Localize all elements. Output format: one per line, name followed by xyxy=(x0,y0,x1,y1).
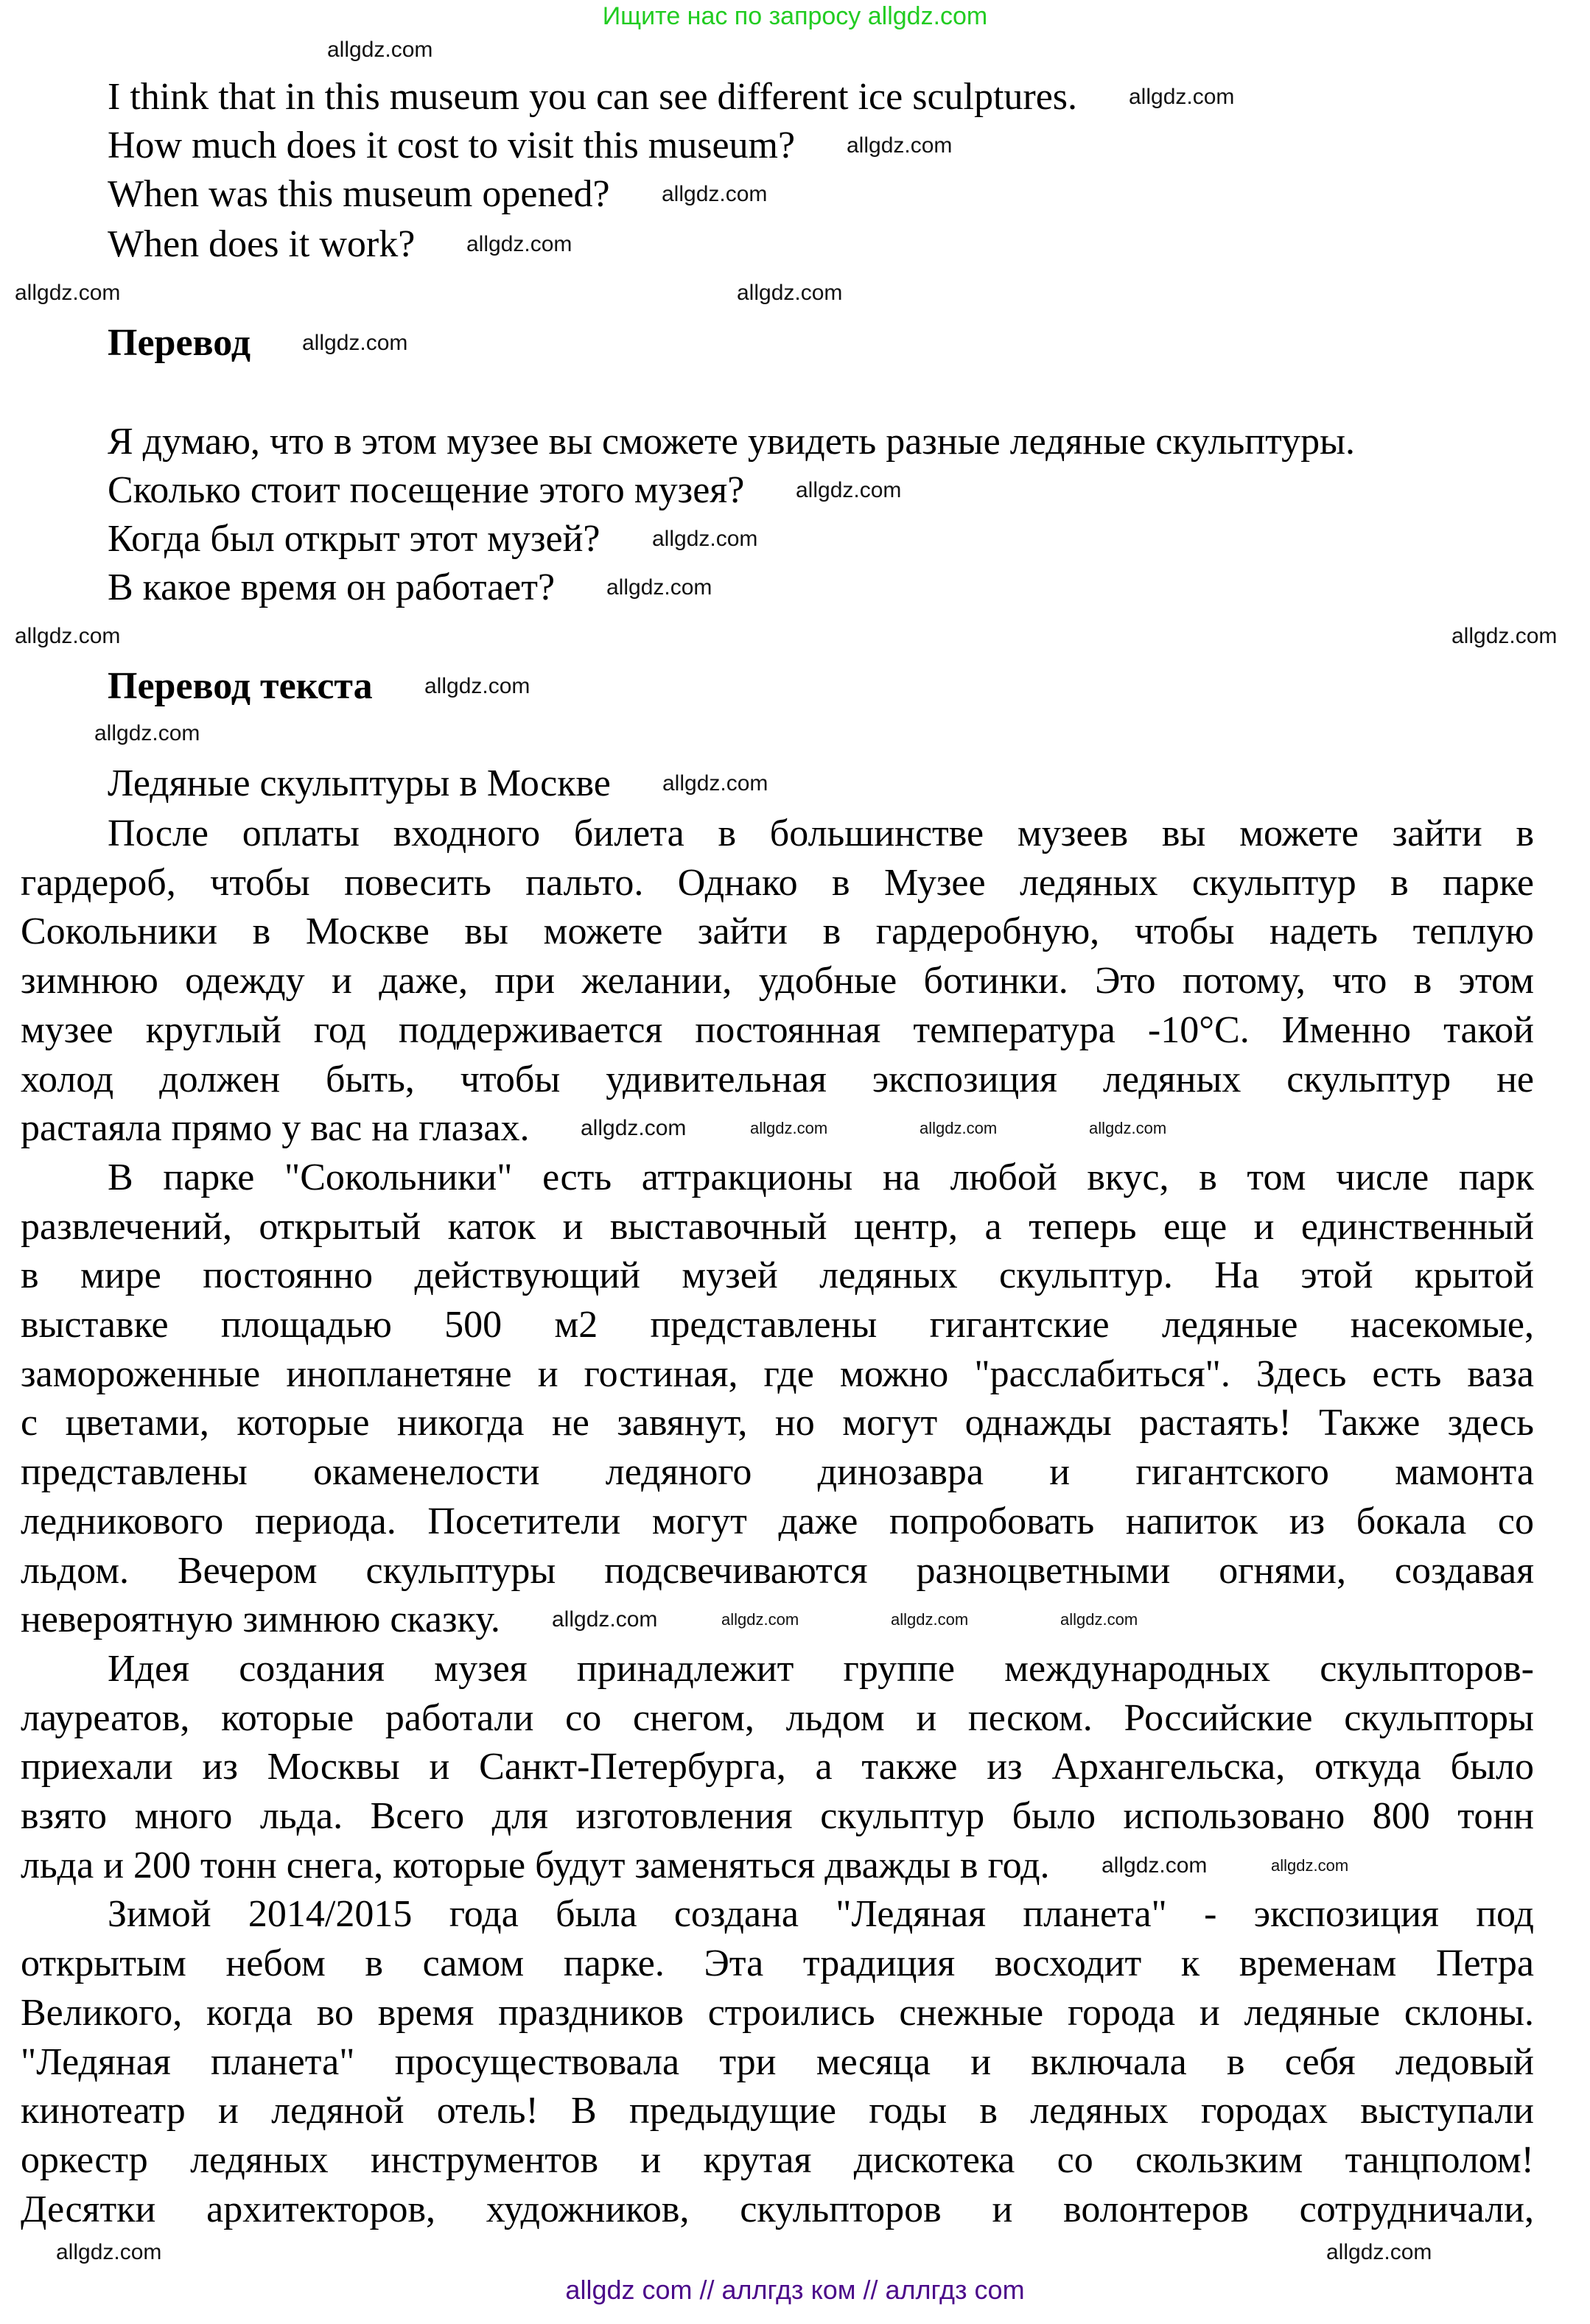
translation-line: Сколько стоит посещение этого музея? xyxy=(108,469,745,511)
paragraph-line: В парке "Сокольники" есть аттракционы на любой вкус, в том числе парк xyxy=(108,1156,1534,1198)
paragraph-line: музее круглый год поддерживается постоянная температура -10°C. Именно такой xyxy=(21,1009,1534,1051)
watermark-text: allgdz.com xyxy=(327,38,433,62)
watermark-text: allgdz.com xyxy=(1326,2240,1432,2264)
watermark-text: allgdz.com xyxy=(847,133,953,158)
watermark-text: allgdz.com xyxy=(891,1610,969,1629)
watermark-text: allgdz.com xyxy=(1129,85,1235,109)
paragraph-line: Сокольники в Москве вы можете зайти в гардеробную, чтобы надеть теплую xyxy=(21,910,1534,952)
paragraph-line: в мире постоянно действующий музей ледяных скульптур. На этой крытой xyxy=(21,1254,1534,1296)
paragraph-line: льдом. Вечером скульптуры подсвечиваются разноцветными огнями, создавая xyxy=(21,1550,1534,1592)
paragraph-line: с цветами, которые никогда не завянут, но могут однажды растаять! Также здесь xyxy=(21,1402,1534,1444)
paragraph-line: открытым небом в самом парке. Эта традиция восходит к временам Петра xyxy=(21,1942,1534,1984)
watermark-text: allgdz.com xyxy=(581,1116,687,1140)
watermark-text: allgdz.com xyxy=(1271,1856,1349,1875)
paragraph-line: выставке площадью 500 м2 представлены гигантские ледяные насекомые, xyxy=(21,1304,1534,1346)
paragraph-line: холод должен быть, чтобы удивительная экспозиция ледяных скульптур не xyxy=(21,1059,1534,1100)
watermark-text: allgdz.com xyxy=(1089,1119,1167,1137)
question-line: I think that in this museum you can see different ice sculptures. xyxy=(108,76,1078,118)
watermark-text: allgdz.com xyxy=(552,1607,658,1632)
watermark-text: allgdz.com xyxy=(302,331,408,355)
question-line: When does it work? xyxy=(108,223,416,265)
paragraph-line: представлены окаменелости ледяного динозавра и гигантского мамонта xyxy=(21,1451,1534,1493)
translation-line: Когда был открыт этот музей? xyxy=(108,518,600,560)
watermark-text: allgdz.com xyxy=(652,527,758,551)
watermark-text: allgdz.com xyxy=(424,674,530,698)
paragraph-line: кинотеатр и ледяной отель! В предыдущие годы в ледяных городах выступали xyxy=(21,2090,1534,2132)
paragraph-line: развлечений, открытый каток и выставочный центр, а теперь еще и единственный xyxy=(21,1206,1534,1248)
paragraph-line: гардероб, чтобы повесить пальто. Однако в Музее ледяных скульптур в парке xyxy=(21,862,1534,904)
translation-heading: Перевод xyxy=(108,322,251,364)
watermark-text: allgdz.com xyxy=(662,182,768,206)
paragraph-line: приехали из Москвы и Санкт-Петербурга, а также из Архангельска, откуда было xyxy=(21,1746,1534,1788)
paragraph-line: "Ледяная планета" просуществовала три месяца и включала в себя ледовый xyxy=(21,2041,1534,2083)
watermark-text: allgdz.com xyxy=(796,478,902,502)
paragraph-line: После оплаты входного билета в большинстве музеев вы можете зайти в xyxy=(108,812,1534,854)
watermark-text: allgdz.com xyxy=(1102,1853,1208,1878)
watermark-text: allgdz.com xyxy=(750,1119,828,1137)
paragraph-line: льда и 200 тонн снега, которые будут заменяться дважды в год. xyxy=(21,1844,1050,1886)
question-line: How much does it cost to visit this museum? xyxy=(108,124,796,166)
watermark-text: allgdz.com xyxy=(606,575,712,600)
paragraph-line: Великого, когда во время праздников строились снежные города и ледяные склоны. xyxy=(21,1992,1534,2034)
paragraph-line: ледникового периода. Посетители могут даже попробовать напиток из бокала со xyxy=(21,1500,1534,1542)
paragraph-line: невероятную зимнюю сказку. xyxy=(21,1598,500,1640)
watermark-text: allgdz.com xyxy=(1451,624,1558,648)
watermark-text: allgdz.com xyxy=(737,281,843,305)
watermark-text: allgdz.com xyxy=(920,1119,998,1137)
paragraph-line: Зимой 2014/2015 года была создана "Ледяная планета" - экспозиция под xyxy=(108,1893,1534,1935)
watermark-text: allgdz.com xyxy=(1060,1610,1138,1629)
question-line: When was this museum opened? xyxy=(108,173,610,215)
watermark-text: allgdz.com xyxy=(662,771,768,796)
paragraph-line: растаяла прямо у вас на глазах. xyxy=(21,1107,530,1149)
text-translation-heading: Перевод текста xyxy=(108,665,373,707)
top-banner: Ищите нас по запросу allgdz.com xyxy=(602,2,988,30)
translation-line: В какое время он работает? xyxy=(108,566,556,608)
paragraph-line: замороженные инопланетяне и гостиная, где можно "расслабиться". Здесь есть ваза xyxy=(21,1353,1534,1395)
watermark-text: allgdz.com xyxy=(466,232,572,256)
paragraph-line: лауреатов, которые работали со снегом, льдом и песком. Российские скульпторы xyxy=(21,1697,1534,1739)
footer-watermark: allgdz com // аллгдз ком // аллгдз com xyxy=(565,2275,1025,2305)
watermark-text: allgdz.com xyxy=(15,281,121,305)
paragraph-line: Десятки архитекторов, художников, скульпторов и волонтеров сотрудничали, xyxy=(21,2188,1534,2230)
paragraph-line: оркестр ледяных инструментов и крутая дискотека со скользким танцполом! xyxy=(21,2139,1534,2181)
translation-line: Я думаю, что в этом музее вы сможете увидеть разные ледяные скульптуры. xyxy=(108,421,1356,463)
paragraph-line: взято много льда. Всего для изготовления скульптур было использовано 800 тонн xyxy=(21,1795,1534,1837)
paragraph-line: Идея создания музея принадлежит группе международных скульпторов- xyxy=(108,1648,1534,1690)
watermark-text: allgdz.com xyxy=(94,721,200,745)
text-title: Ледяные скульптуры в Москве xyxy=(108,762,611,804)
paragraph-line: зимнюю одежду и даже, при желании, удобные ботинки. Это потому, что в этом xyxy=(21,960,1534,1002)
watermark-text: allgdz.com xyxy=(721,1610,799,1629)
watermark-text: allgdz.com xyxy=(15,624,121,648)
watermark-text: allgdz.com xyxy=(56,2240,162,2264)
